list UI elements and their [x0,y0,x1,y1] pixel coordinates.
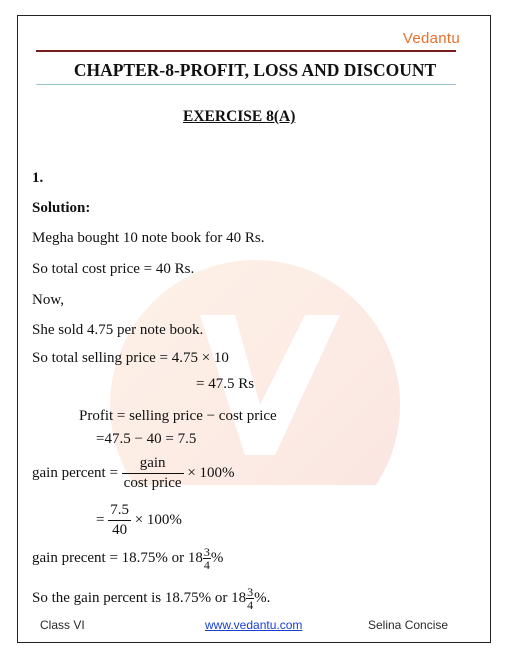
gain-calculation [96,503,182,538]
sold-line: She sold 4.75 per note book. [32,322,204,338]
cost-price-line: So total cost price = 40 Rs. [32,261,195,277]
profit-value: =47.5 − 40 = 7.5 [96,431,197,447]
logo-text: Vedantu [402,30,460,47]
footer-link[interactable] [205,618,302,632]
result-numerator: 3 [203,545,210,559]
result-prefix: gain precent = 18.75% or 18 [32,549,203,566]
gain-prefix: gain percent = [32,464,118,481]
calc-equals: = [96,511,105,528]
final-prefix: So the gain percent is 18.75% or 18 [32,589,247,606]
final-suffix: %. [254,589,271,606]
result-denominator: 4 [203,558,210,572]
result-suffix: % [210,549,224,566]
title-underline-rule [36,84,456,85]
selling-price-result: = 47.5 Rs [196,376,255,392]
solution-label: Solution: [32,200,91,216]
vedantu-logo [403,30,460,47]
now-line: Now, [32,292,64,308]
gain-result [32,546,223,571]
calc-numerator: 7.5 [108,503,131,521]
footer-book: Selina Concise [368,618,449,632]
gain-suffix: × 100% [187,464,235,481]
calc-fraction [108,503,131,538]
calc-denominator: 40 [112,522,128,538]
exercise-title: EXERCISE 8(A) [183,108,296,125]
question-number: 1. [32,170,44,186]
final-numerator: 3 [247,585,254,599]
vedantu-website-link[interactable]: www.vedantu.com [205,618,303,632]
result-fraction [203,546,211,571]
calc-suffix: × 100% [134,511,182,528]
gain-numerator: gain [122,456,184,474]
gain-denominator: cost price [123,475,182,491]
final-denominator: 4 [247,598,254,612]
statement-line: Megha bought 10 note book for 40 Rs. [32,230,265,246]
final-fraction [246,586,254,611]
chapter-title: CHAPTER-8-PROFIT, LOSS AND DISCOUNT [73,60,437,80]
profit-formula: Profit = selling price − cost price [79,408,277,424]
footer-class: Class VI [40,618,85,632]
gain-fraction [122,456,184,491]
watermark-logo-icon [105,255,405,485]
gain-formula [32,456,235,491]
final-answer [32,586,270,611]
header-rule [36,50,456,52]
selling-price-line: So total selling price = 4.75 × 10 [32,350,229,366]
